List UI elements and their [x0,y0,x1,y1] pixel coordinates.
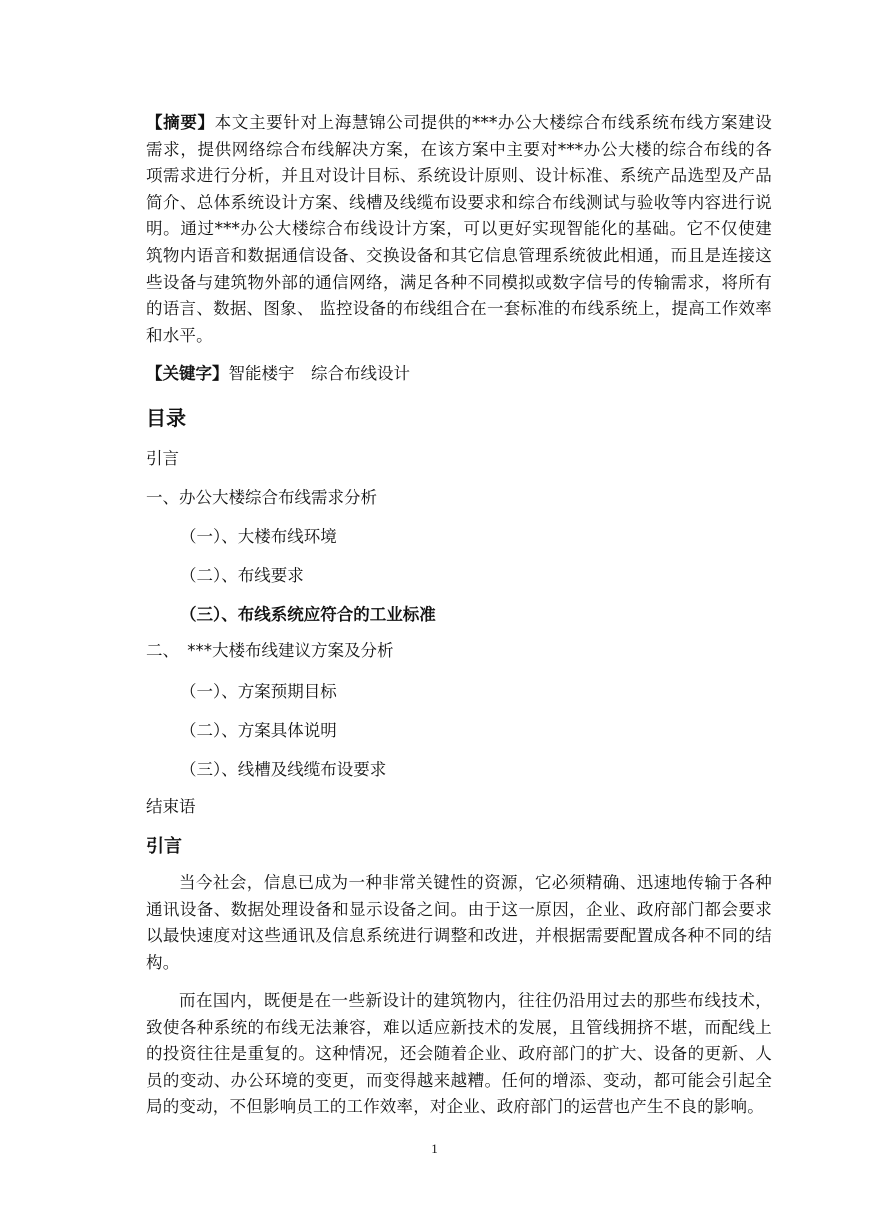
toc-title: 目录 [146,406,186,430]
page-number: 1 [431,1141,438,1156]
toc-item[interactable]: （一）、大楼布线环境 [180,527,337,546]
toc-item[interactable]: 结束语 [146,797,196,816]
abstract-text: 本文主要针对上海慧锦公司提供的***办公大楼综合布线系统布线方案建设需求，提供网络综合布线解决方案，在该方案中主要对***办公大楼的综合布线的各项需求进行分析，并且对设计目标、系统设计原则、设计标准、系统产品选型及产品简介、总体系统设计方案、线槽及线缆布设要求和综合布线测试与验收等内容进行说明。通过***办公大楼综合布线设计方案，可以更好实现智能化的基础。它不仅使建筑物内语音和数据通信设备、交换设备和其它信息管理系统彼此相通，而且是连接这些设备与建筑物外部的通信网络，满足各种不同模拟或数字信号的传输需求，将所有的语言、数据、图象、 监控设备的布线组合在一套标准的布线系统上，提高工作效率和水平。 [146,113,772,345]
toc-item[interactable]: 二、 ***大楼布线建议方案及分析 [146,641,394,660]
introduction-paragraph: 当今社会，信息已成为一种非常关键性的资源，它必须精确、迅速地传输于各种通讯设备、数据处理设备和显示设备之间。由于这一原因，企业、政府部门都会要求以最快速度对这些通讯及信息系统进行调整和改进，并根据需要配置成各种不同的结构。 [146,873,772,972]
introduction-paragraph: 而在国内，既便是在一些新设计的建筑物内，往往仍沿用过去的那些布线技术，致使各种系统的布线无法兼容，难以适应新技术的发展，且管线拥挤不堪，而配线上的投资往往是重复的。这种情况，还会随着企业、政府部门的扩大、设备的更新、人员的变动、办公环境的变更，而变得越来越糟。任何的增添、变动，都可能会引起全局的变动，不但影响员工的工作效率，对企业、政府部门的运营也产生不良的影响。 [146,991,772,1117]
toc-item[interactable]: 一、办公大楼综合布线需求分析 [146,488,377,507]
toc-item[interactable]: （二）、方案具体说明 [180,721,337,740]
abstract [146,110,772,349]
toc-item[interactable]: （三）、线槽及线缆布设要求 [180,760,387,779]
introduction-heading: 引言 [146,836,182,857]
toc-item[interactable]: 引言 [146,449,179,468]
keywords [146,360,772,384]
keywords-tag: 【关键字】 [146,364,229,383]
abstract-tag: 【摘要】 [146,113,215,132]
toc-item[interactable]: （一）、方案预期目标 [180,682,337,701]
toc-item[interactable]: （二）、布线要求 [180,566,304,585]
toc-item[interactable]: （三）、布线系统应符合的工业标准 [180,605,436,624]
keywords-text: 智能楼宇 综合布线设计 [228,364,410,383]
